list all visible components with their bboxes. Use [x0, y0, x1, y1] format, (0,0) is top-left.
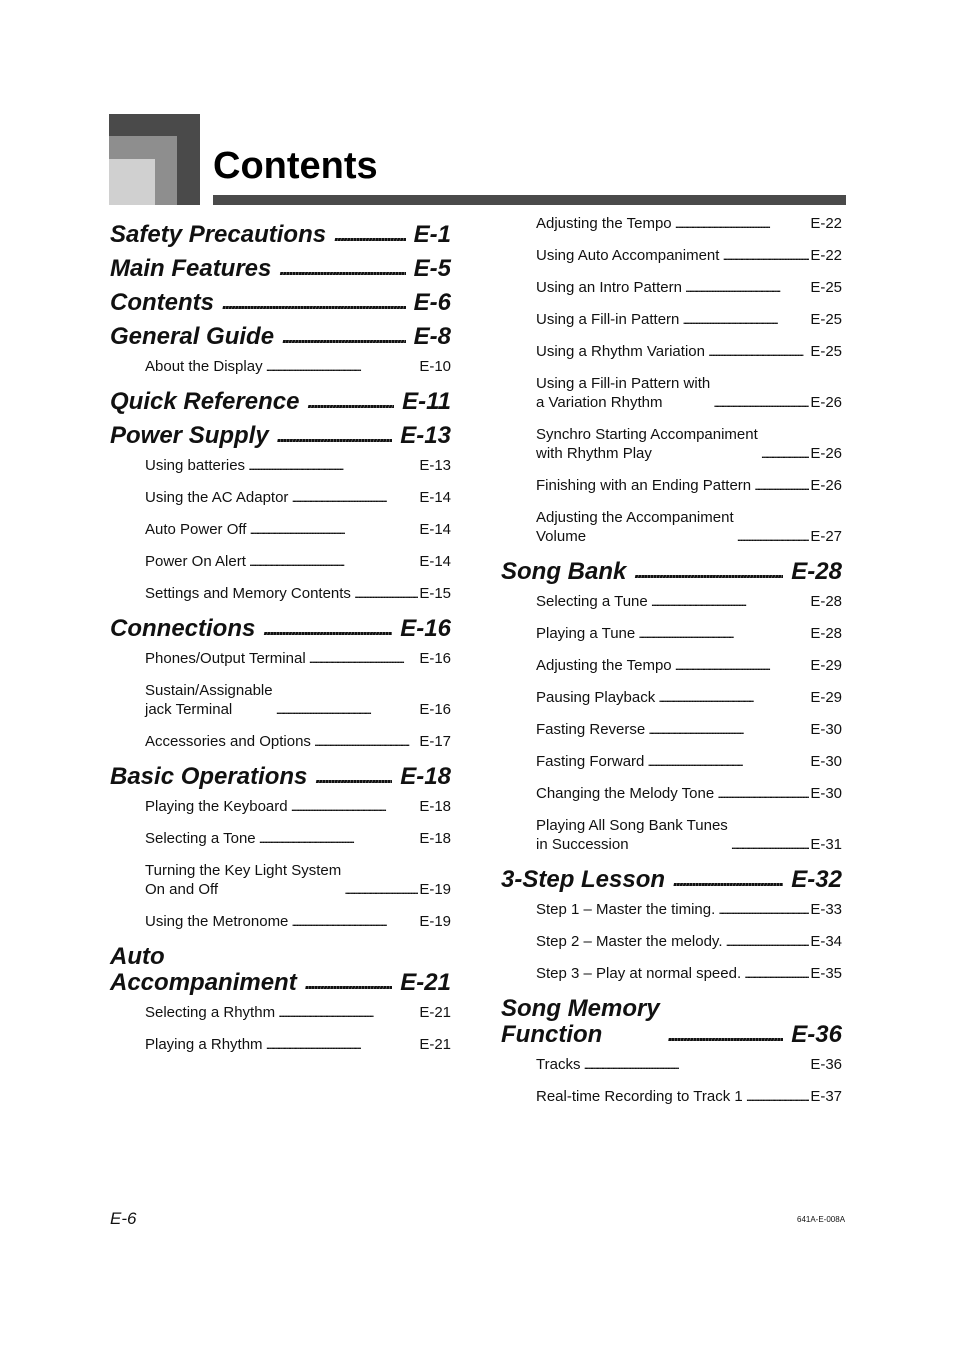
toc-item-real-time-recording-to-track-1[interactable]: [536, 1087, 842, 1106]
toc-entry-page: E-37: [810, 1088, 842, 1105]
toc-entry-page: E-35: [810, 965, 842, 982]
toc-item-tracks[interactable]: [536, 1055, 842, 1074]
dot-leader: [685, 278, 809, 297]
title-underline: [213, 195, 846, 205]
document-code: 641A-E-008A: [797, 1215, 846, 1224]
dot-leader: [278, 1003, 418, 1022]
toc-entry-title: Selecting a Rhythm: [145, 1004, 276, 1021]
toc-item-changing-the-melody-tone[interactable]: [536, 784, 842, 803]
dot-leader: [266, 1035, 419, 1054]
dot-leader: [276, 700, 419, 719]
toc-entry-title: Step 3 – Play at normal speed.: [536, 965, 742, 982]
toc-entry-title: Finishing with an Ending Pattern: [536, 477, 752, 494]
toc-entry-page: E-30: [810, 785, 842, 802]
toc-entry-page: E-32: [791, 866, 842, 893]
toc-entry-page: E-28: [810, 625, 842, 642]
toc-entry-title: Playing the Keyboard: [145, 798, 288, 815]
toc-item-settings-and-memory-contents[interactable]: [145, 584, 451, 603]
toc-entry-page: E-18: [419, 798, 451, 815]
toc-entry-page: E-18: [419, 830, 451, 847]
dot-leader: [668, 1022, 784, 1048]
toc-entry-title: Safety Precautions: [110, 221, 327, 248]
toc-item-fasting-reverse[interactable]: [536, 720, 842, 739]
dot-leader: [717, 784, 809, 803]
toc-item-adjusting-the-tempo[interactable]: [536, 656, 842, 675]
toc-item-playing-all-song-bank-tunes-in-succession[interactable]: [536, 816, 842, 854]
dot-leader: [307, 389, 394, 415]
toc-entry-title: Pausing Playback: [536, 689, 656, 706]
toc-left-column: [110, 214, 451, 1067]
dot-leader: [314, 732, 418, 751]
toc-entry-page: E-17: [419, 733, 451, 750]
header-graphic-light-square: [109, 159, 155, 205]
toc-item-selecting-a-tone[interactable]: [145, 829, 451, 848]
dot-leader: [305, 970, 393, 996]
toc-entry-title: Using batteries: [145, 457, 246, 474]
dot-leader: [675, 214, 810, 233]
toc-entry-page: E-21: [419, 1004, 451, 1021]
toc-item-adjusting-the-accompaniment-volume[interactable]: [536, 508, 842, 546]
toc-entry-page: E-1: [413, 221, 451, 248]
toc-entry-page: E-25: [810, 343, 842, 360]
toc-entry-page: E-27: [810, 528, 842, 545]
toc-entry-title: Auto Accompaniment: [110, 943, 297, 996]
toc-item-fasting-forward[interactable]: [536, 752, 842, 771]
dot-leader: [249, 552, 418, 571]
dot-leader: [634, 559, 783, 585]
toc-entry-page: E-21: [419, 1036, 451, 1053]
toc-entry-title: Synchro Starting Accompaniment with Rhythm Play: [536, 426, 758, 462]
toc-entry-title: Adjusting the Tempo: [536, 215, 672, 232]
toc-section-power-supply[interactable]: [110, 423, 451, 449]
dot-leader: [277, 423, 393, 449]
dot-leader: [682, 310, 809, 329]
toc-section-3-step-lesson[interactable]: [501, 867, 842, 893]
toc-entry-title: Fasting Forward: [536, 753, 645, 770]
toc-item-step-3-play-at-normal-speed[interactable]: [536, 964, 842, 983]
toc-entry-page: E-5: [413, 255, 451, 282]
toc-entry-page: E-15: [419, 585, 451, 602]
toc-entry-title: Main Features: [110, 255, 272, 282]
toc-entry-title: Using the AC Adaptor: [145, 489, 289, 506]
toc-entry-title: Basic Operations: [110, 763, 308, 790]
toc-item-using-batteries[interactable]: [145, 456, 451, 475]
toc-entry-title: Step 2 – Master the melody.: [536, 933, 723, 950]
page-title: Contents: [213, 145, 378, 187]
toc-item-finishing-with-an-ending-pattern[interactable]: [536, 476, 842, 495]
dot-leader: [291, 488, 418, 507]
toc-entry-title: Auto Power Off: [145, 521, 247, 538]
dot-leader: [291, 797, 419, 816]
toc-section-basic-operations[interactable]: [110, 764, 451, 790]
toc-section-song-memory-function[interactable]: [501, 996, 842, 1048]
toc-entry-title: Quick Reference: [110, 388, 300, 415]
dot-leader: [731, 835, 810, 854]
toc-entry-page: E-11: [402, 388, 451, 415]
toc-item-pausing-playback[interactable]: [536, 688, 842, 707]
toc-item-selecting-a-rhythm[interactable]: [145, 1003, 451, 1022]
toc-item-step-2-master-the-melody[interactable]: [536, 932, 842, 951]
toc-entry-title: Selecting a Tone: [145, 830, 256, 847]
dot-leader: [222, 290, 406, 316]
toc-entry-title: Using a Fill-in Pattern with a Variation Rhythm: [536, 375, 711, 411]
dot-leader: [583, 1055, 809, 1074]
toc-entry-page: E-14: [419, 521, 451, 538]
toc-entry-page: E-30: [810, 721, 842, 738]
toc-entry-title: Using Auto Accompaniment: [536, 247, 720, 264]
toc-entry-page: E-28: [791, 558, 842, 585]
toc-entry-title: Step 1 – Master the timing.: [536, 901, 716, 918]
toc-entry-page: E-22: [810, 215, 842, 232]
toc-entry-page: E-25: [810, 311, 842, 328]
dot-leader: [279, 256, 405, 282]
toc-entry-page: E-34: [810, 933, 842, 950]
toc-entry-title: General Guide: [110, 323, 275, 350]
toc-entry-title: Using an Intro Pattern: [536, 279, 682, 296]
toc-section-general-guide[interactable]: [110, 324, 451, 350]
toc-item-selecting-a-tune[interactable]: [536, 592, 842, 611]
dot-leader: [725, 932, 809, 951]
toc-item-adjusting-the-tempo[interactable]: [536, 214, 842, 233]
toc-entry-page: E-30: [810, 753, 842, 770]
toc-entry-title: Power On Alert: [145, 553, 246, 570]
dot-leader: [647, 752, 809, 771]
dot-leader: [722, 246, 809, 265]
toc-entry-title: Playing All Song Bank Tunes in Succession: [536, 817, 728, 853]
toc-entry-page: E-29: [810, 657, 842, 674]
dot-leader: [673, 867, 783, 893]
toc-entry-page: E-10: [419, 358, 451, 375]
toc-item-power-on-alert[interactable]: [145, 552, 451, 571]
dot-leader: [675, 656, 810, 675]
page-number: E-6: [110, 1209, 137, 1228]
toc-entry-page: E-28: [810, 593, 842, 610]
toc-item-playing-a-rhythm[interactable]: [145, 1035, 451, 1054]
toc-entry-title: Song Bank: [501, 558, 627, 585]
toc-entry-title: 3-Step Lesson: [501, 866, 666, 893]
toc-item-playing-the-keyboard[interactable]: [145, 797, 451, 816]
toc-item-using-the-ac-adaptor[interactable]: [145, 488, 451, 507]
toc-entry-page: E-13: [400, 422, 451, 449]
dot-leader: [744, 964, 809, 983]
toc-entry-title: Song Memory Function: [501, 995, 660, 1048]
toc-item-using-the-metronome[interactable]: [145, 912, 451, 931]
dot-leader: [282, 324, 406, 350]
toc-entry-page: E-14: [419, 553, 451, 570]
toc-item-turning-the-key-light-system-on-and-off[interactable]: [145, 861, 451, 899]
toc-section-main-features[interactable]: [110, 256, 451, 282]
toc-entry-page: E-21: [400, 969, 451, 996]
toc-entry-page: E-25: [810, 279, 842, 296]
toc-item-step-1-master-the-timing[interactable]: [536, 900, 842, 919]
toc-entry-page: E-16: [419, 650, 451, 667]
toc-entry-page: E-19: [419, 881, 451, 898]
toc-item-about-the-display[interactable]: [145, 357, 451, 376]
toc-entry-title: Playing a Rhythm: [145, 1036, 263, 1053]
toc-entry-page: E-36: [810, 1056, 842, 1073]
toc-entry-page: E-16: [419, 701, 451, 718]
toc-entry-page: E-26: [810, 477, 842, 494]
dot-leader: [344, 880, 418, 899]
dot-leader: [315, 764, 392, 790]
dot-leader: [648, 720, 809, 739]
toc-entry-page: E-31: [810, 836, 842, 853]
dot-leader: [354, 584, 418, 603]
dot-leader: [658, 688, 809, 707]
toc-entry-title: Contents: [110, 289, 214, 316]
dot-leader: [249, 520, 418, 539]
toc-entry-title: Using the Metronome: [145, 913, 289, 930]
toc-right-column: [501, 214, 842, 1119]
toc-entry-title: Adjusting the Tempo: [536, 657, 672, 674]
toc-entry-page: E-26: [810, 394, 842, 411]
toc-entry-title: Power Supply: [110, 422, 269, 449]
dot-leader: [259, 829, 419, 848]
toc-section-auto-accompaniment[interactable]: [110, 944, 451, 996]
dot-leader: [708, 342, 809, 361]
dot-leader: [713, 393, 809, 412]
toc-section-connections[interactable]: [110, 616, 451, 642]
toc-entry-title: Phones/Output Terminal: [145, 650, 306, 667]
toc-item-using-auto-accompaniment[interactable]: [536, 246, 842, 265]
toc-entry-title: Settings and Memory Contents: [145, 585, 351, 602]
toc-item-using-a-fill-in-pattern[interactable]: [536, 310, 842, 329]
toc-item-accessories-and-options[interactable]: [145, 732, 451, 751]
dot-leader: [638, 624, 809, 643]
toc-entry-page: E-33: [810, 901, 842, 918]
toc-entry-page: E-19: [419, 913, 451, 930]
toc-entry-page: E-29: [810, 689, 842, 706]
dot-leader: [309, 649, 419, 668]
contents-header-graphic: [109, 114, 200, 205]
toc-entry-page: E-22: [810, 247, 842, 264]
toc-entry-page: E-14: [419, 489, 451, 506]
toc-entry-title: Sustain/Assignable jack Terminal: [145, 682, 273, 718]
toc-item-using-an-intro-pattern[interactable]: [536, 278, 842, 297]
dot-leader: [746, 1087, 810, 1106]
toc-entry-page: E-13: [419, 457, 451, 474]
dot-leader: [651, 592, 810, 611]
dot-leader: [263, 616, 392, 642]
toc-section-contents[interactable]: [110, 290, 451, 316]
toc-section-safety-precautions[interactable]: [110, 222, 451, 248]
toc-entry-title: Playing a Tune: [536, 625, 636, 642]
toc-item-sustain-assignable-jack-terminal[interactable]: [145, 681, 451, 719]
toc-item-synchro-starting-accompaniment-with-rhythm-play[interactable]: [536, 425, 842, 463]
toc-entry-title: Tracks: [536, 1056, 581, 1073]
toc-entry-page: E-8: [413, 323, 451, 350]
toc-entry-title: Selecting a Tune: [536, 593, 648, 610]
toc-entry-title: Connections: [110, 615, 256, 642]
toc-entry-title: Real-time Recording to Track 1: [536, 1088, 743, 1105]
toc-entry-page: E-16: [400, 615, 451, 642]
toc-item-auto-power-off[interactable]: [145, 520, 451, 539]
toc-item-phones-output-terminal[interactable]: [145, 649, 451, 668]
toc-entry-page: E-26: [810, 445, 842, 462]
toc-section-quick-reference[interactable]: [110, 389, 451, 415]
dot-leader: [737, 527, 810, 546]
toc-entry-title: Fasting Reverse: [536, 721, 646, 738]
toc-item-using-a-rhythm-variation[interactable]: [536, 342, 842, 361]
toc-entry-page: E-6: [413, 289, 451, 316]
dot-leader: [761, 444, 810, 463]
toc-entry-page: E-36: [791, 1021, 842, 1048]
dot-leader: [718, 900, 809, 919]
toc-entry-title: Using a Rhythm Variation: [536, 343, 705, 360]
toc-entry-title: Accessories and Options: [145, 733, 311, 750]
toc-entry-title: Turning the Key Light System On and Off: [145, 862, 342, 898]
toc-entry-title: Adjusting the Accompaniment Volume: [536, 509, 734, 545]
toc-section-song-bank[interactable]: [501, 559, 842, 585]
toc-entry-title: Changing the Melody Tone: [536, 785, 715, 802]
toc-item-playing-a-tune[interactable]: [536, 624, 842, 643]
toc-entry-title: About the Display: [145, 358, 263, 375]
dot-leader: [754, 476, 809, 495]
dot-leader: [334, 222, 406, 248]
dot-leader: [266, 357, 419, 376]
dot-leader: [291, 912, 418, 931]
toc-entry-title: Using a Fill-in Pattern: [536, 311, 680, 328]
toc-item-using-a-fill-in-pattern-with-a-variation-rhythm[interactable]: [536, 374, 842, 412]
toc-entry-page: E-18: [400, 763, 451, 790]
dot-leader: [248, 456, 418, 475]
